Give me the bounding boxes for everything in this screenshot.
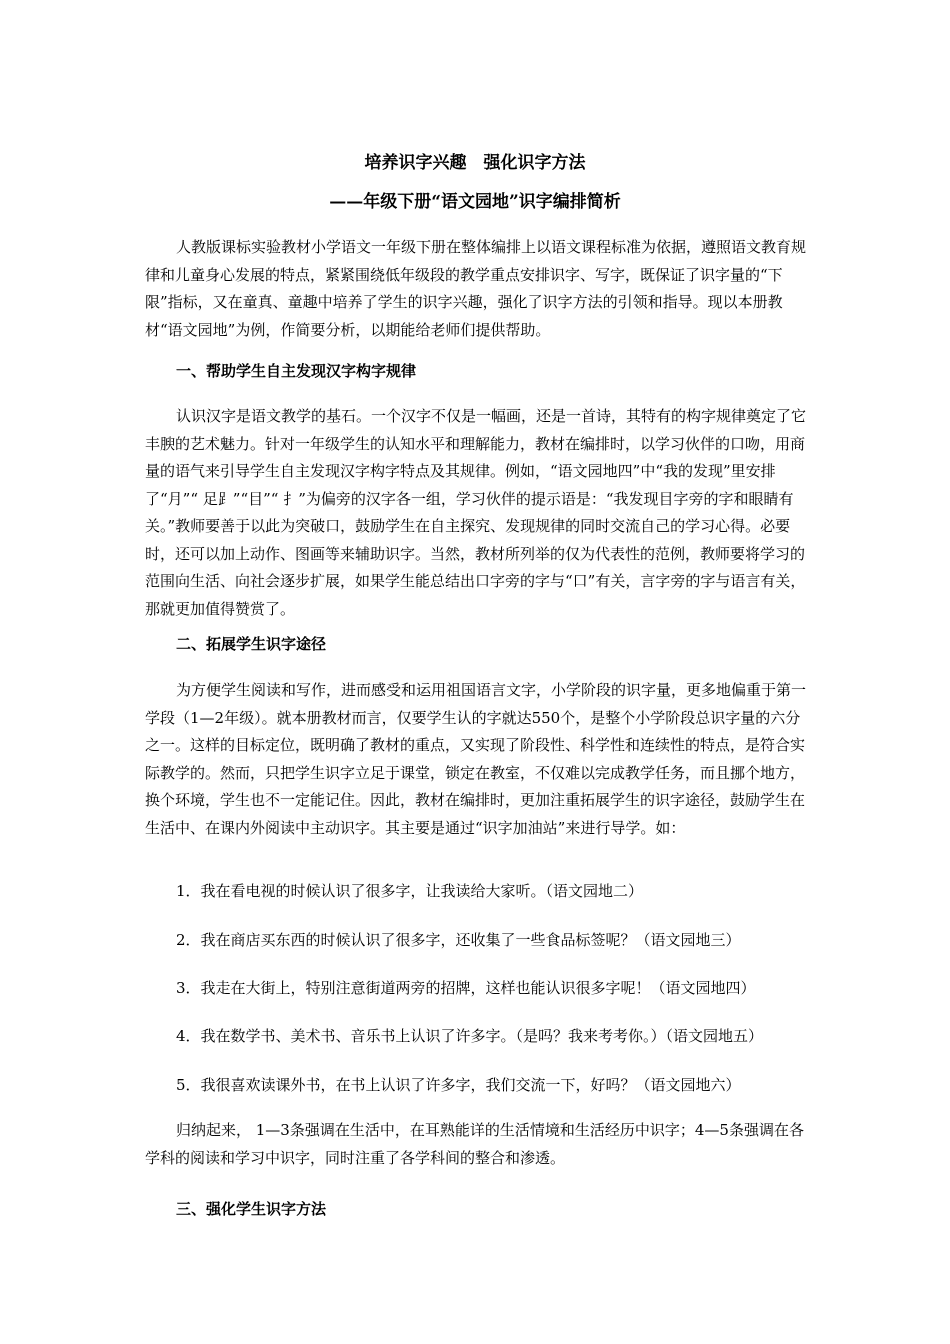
section3-heading: 三、强化学生识字方法 — [176, 1200, 327, 1218]
intro-paragraph — [145, 234, 810, 344]
section2-heading: 二、拓展学生识字途径 — [176, 635, 327, 653]
list-item: 2．我在商店买东西的时候认识了很多字，还收集了一些食品标签呢？（语文园地三） — [176, 931, 741, 949]
list-item: 3．我走在大街上，特别注意街道两旁的招牌，这样也能认识很多字呢！（语文园地四） — [176, 979, 756, 997]
page-subtitle: ——年级下册“语文园地”识字编排简析 — [329, 192, 621, 212]
page-title: 培养识字兴趣 强化识字方法 — [364, 153, 586, 173]
summary-text: 归纳起来， 1—3条强调在生活中，在耳熟能详的生活情境和生活经历中识字；4—5条强调在各学科的阅读和学习中识字，同时注重了各学科间的整合和渗透。 — [145, 1121, 804, 1167]
summary-paragraph — [145, 1117, 810, 1172]
list-item: 1．我在看电视的时候认识了很多字，让我读给大家听。（语文园地二） — [176, 882, 644, 900]
section1-heading: 一、帮助学生自主发现汉字构字规律 — [176, 362, 417, 380]
section2-text: 为方便学生阅读和写作，进而感受和运用祖国语言文字，小学阶段的识字量，更多地偏重于第一学段（1—2年级）。就本册教材而言，仅要学生认的字就达550个，是整个小学阶段总识字量的六分之一。这样的目标定位，既明确了教材的重点，又实现了阶段性、科学性和连续性的特点，是符合实际教学的。然而，只把学生识字立足于课堂，锁定在教室，不仅难以完成教学任务，而且挪个地方，换个环境，学生也不一定能记住。因此，教材在编排时，更加注重拓展学生的识字途径，鼓励学生在生活中、在课内外阅读中主动识字。其主要是通过“识字加油站”来进行导学。如： — [145, 681, 807, 837]
intro-text: 人教版课标实验教材小学语文一年级下册在整体编排上以语文课程标准为依据，遵照语文教育规律和儿童身心发展的特点，紧紧围绕低年级段的教学重点安排识字、写字，既保证了识字量的“下限”指标，又在童真、童趣中培养了学生的识字兴趣，强化了识字方法的引领和指导。现以本册教材“语文园地”为例，作简要分析，以期能给老师们提供帮助。 — [145, 238, 807, 339]
list-item: 4．我在数学书、美术书、音乐书上认识了许多字。（是吗？我来考考你。）（语文园地五） — [176, 1027, 764, 1045]
section1-text: 认识汉字是语文教学的基石。一个汉字不仅是一幅画，还是一首诗，其特有的构字规律奠定了它丰腴的艺术魅力。针对一年级学生的认知水平和理解能力，教材在编排时，以学习伙伴的口吻，用商量的语气来引导学生自主发现汉字构字特点及其规律。例如，“语文园地四”中“我的发现”里安排了“月”“ 足⻊”“目”“ 扌”为偏旁的汉字各一组，学习伙伴的提示语是：“我发现目字旁的字和眼睛有关。”教师要善于以此为突破口，鼓励学生在自主探究、发现规律的同时交流自己的学习心得。必要时，还可以加上动作、图画等来辅助识字。当然，教材所列举的仅为代表性的范例，教师要将学习的范围向生活、向社会逐步扩展，如果学生能总结出口字旁的字与“口”有关，言字旁的字与语言有关，那就更加值得赞赏了。 — [145, 407, 807, 618]
list-item: 5．我很喜欢读课外书，在书上认识了许多字，我们交流一下，好吗？（语文园地六） — [176, 1076, 741, 1094]
section1-paragraph — [145, 403, 810, 623]
section2-paragraph — [145, 677, 810, 842]
